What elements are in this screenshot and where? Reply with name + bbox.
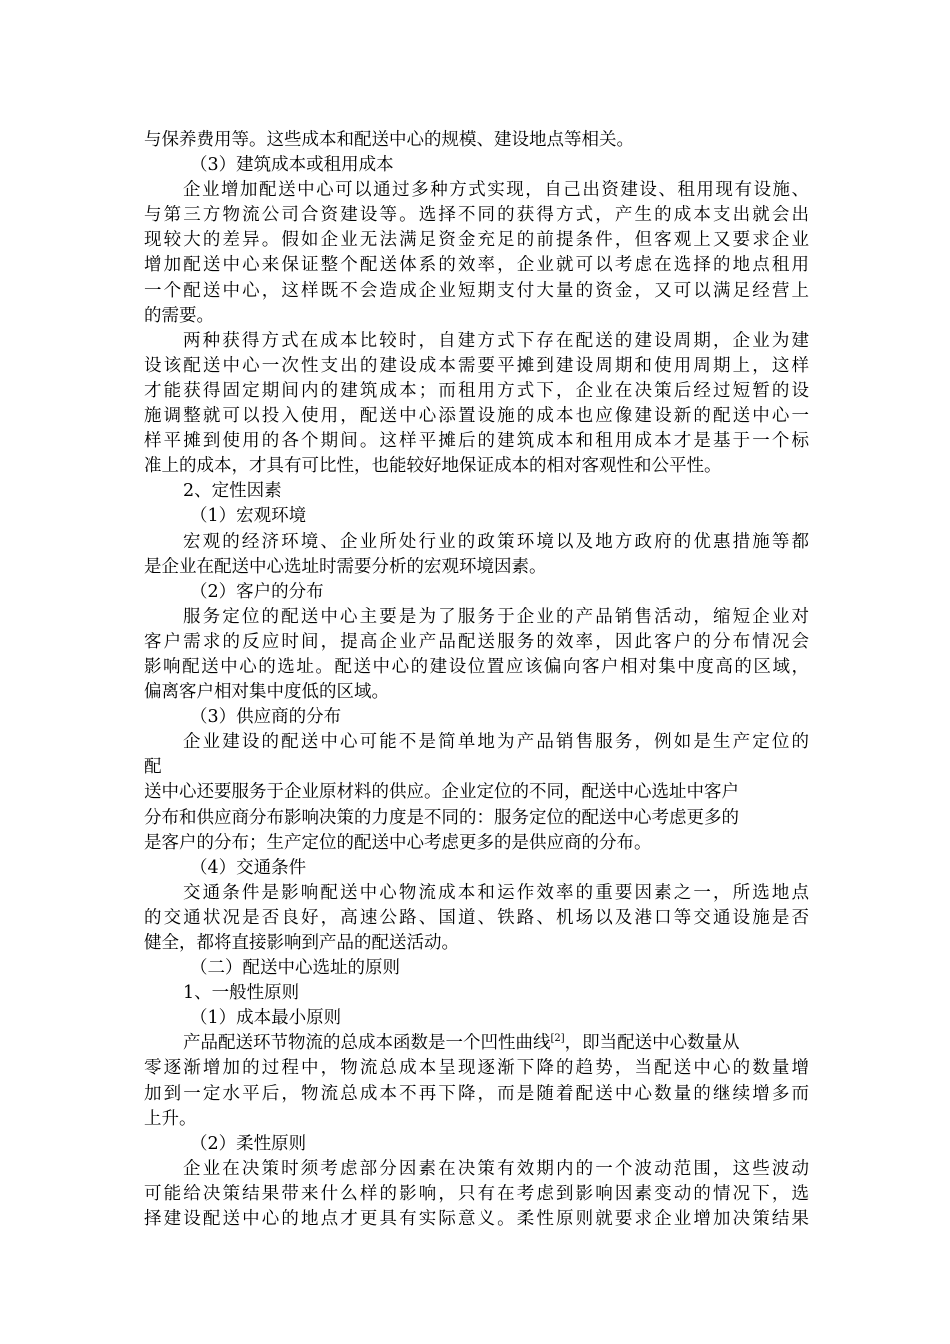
text-line: 宏观的经济环境、企业所处行业的政策环境以及地方政府的优惠措施等都: [183, 531, 809, 552]
text-line: 增加配送中心来保证整个配送体系的效率，企业就可以考虑在选择的地点租用: [144, 255, 809, 276]
text-line: 设该配送中心一次性支出的建设成本需要平摊到建设周期和使用周期上，这样: [144, 355, 809, 376]
text-line: 影响配送中心的选址。配送中心的建设位置应该偏向客户相对集中度高的区域，: [144, 656, 809, 677]
text-line: 交通条件是影响配送中心物流成本和运作效率的重要因素之一，所选地点: [183, 882, 809, 903]
heading-supplier-distribution: （3）供应商的分布: [190, 707, 342, 728]
text-line: 是企业在配送中心选址时需要分析的宏观环境因素。: [144, 556, 547, 577]
text-line: 的交通状况是否良好，高速公路、国道、铁路、机场以及港口等交通设施是否: [144, 907, 809, 928]
text-segment: 产品配送环节物流的总成本函数是一个凹性曲线: [183, 1033, 551, 1054]
text-line: 企业建设的配送中心可能不是简单地为产品销售服务，例如是生产定位的: [183, 732, 809, 753]
heading-macro-environment: （1）宏观环境: [190, 506, 307, 527]
text-line: 现较大的差异。假如企业无法满足资金充足的前提条件，但客观上又要求企业: [144, 230, 809, 251]
text-line-with-citation: [144, 1031, 809, 1056]
text-segment: ，即当配送中心数量从: [564, 1033, 740, 1054]
text-line: 择建设配送中心的地点才更具有实际意义。柔性原则就要求企业增加决策结果: [144, 1209, 809, 1230]
text-line: 样平摊到使用的各个期间。这样平摊后的建筑成本和租用成本才是基于一个标: [144, 431, 809, 452]
text-line: 准上的成本，才具有可比性，也能较好地保证成本的相对客观性和公平性。: [144, 456, 722, 477]
text-line: 零逐渐增加的过程中，物流总成本呈现逐渐下降的趋势，当配送中心的数量增: [144, 1058, 809, 1079]
text-line: 是客户的分布；生产定位的配送中心考虑更多的是供应商的分布。: [144, 832, 652, 853]
heading-flexibility-principle: （2）柔性原则: [190, 1133, 307, 1154]
text-line: 与第三方物流公司合资建设等。选择不同的获得方式，产生的成本支出就会出: [144, 205, 809, 226]
text-line: 服务定位的配送中心主要是为了服务于企业的产品销售活动，缩短企业对: [183, 606, 809, 627]
heading-site-selection-principles: （二）配送中心选址的原则: [190, 958, 400, 979]
heading-construction-cost: （3）建筑成本或租用成本: [190, 155, 394, 176]
heading-qualitative-factors: 2、定性因素: [183, 481, 282, 502]
heading-customer-distribution: （2）客户的分布: [190, 581, 324, 602]
text-line: 企业增加配送中心可以通过多种方式实现，自己出资建设、租用现有设施、: [183, 180, 809, 201]
document-body: [144, 128, 809, 1232]
text-line: 配: [144, 757, 162, 778]
text-line: 企业在决策时须考虑部分因素在决策有效期内的一个波动范围，这些波动: [183, 1158, 809, 1179]
text-line: 上升。: [144, 1108, 197, 1129]
text-line: 客户需求的反应时间，提高企业产品配送服务的效率，因此客户的分布情况会: [144, 631, 809, 652]
heading-minimum-cost-principle: （1）成本最小原则: [190, 1008, 342, 1029]
text-line: 分布和供应商分布影响决策的力度是不同的：服务定位的配送中心考虑更多的: [144, 807, 739, 828]
text-line: 偏离客户相对集中度低的区域。: [144, 682, 389, 703]
text-line: 健全，都将直接影响到产品的配送活动。: [144, 933, 459, 953]
text-line: 的需要。: [144, 305, 214, 326]
heading-general-principles: 1、一般性原则: [183, 983, 300, 1004]
heading-traffic-conditions: （4）交通条件: [190, 857, 307, 878]
text-line: 一个配送中心，这样既不会造成企业短期支付大量的资金，又可以满足经营上: [144, 280, 809, 301]
text-line: 可能给决策结果带来什么样的影响，只有在考虑到影响因素变动的情况下，选: [144, 1183, 809, 1204]
citation-mark: [2]: [550, 1033, 565, 1045]
text-line: 与保养费用等。这些成本和配送中心的规模、建设地点等相关。: [144, 130, 634, 150]
text-line: 送中心还要服务于企业原材料的供应。企业定位的不同，配送中心选址中客户: [144, 782, 739, 803]
text-line: 施调整就可以投入使用，配送中心添置设施的成本也应像建设新的配送中心一: [144, 406, 809, 427]
text-line: 两种获得方式在成本比较时，自建方式下存在配送的建设周期，企业为建: [183, 330, 809, 351]
text-line: 加到一定水平后，物流总成本不再下降，而是随着配送中心数量的继续增多而: [144, 1083, 809, 1104]
text-line: 才能获得固定期间内的建筑成本；而租用方式下，企业在决策后经过短暂的设: [144, 380, 809, 401]
